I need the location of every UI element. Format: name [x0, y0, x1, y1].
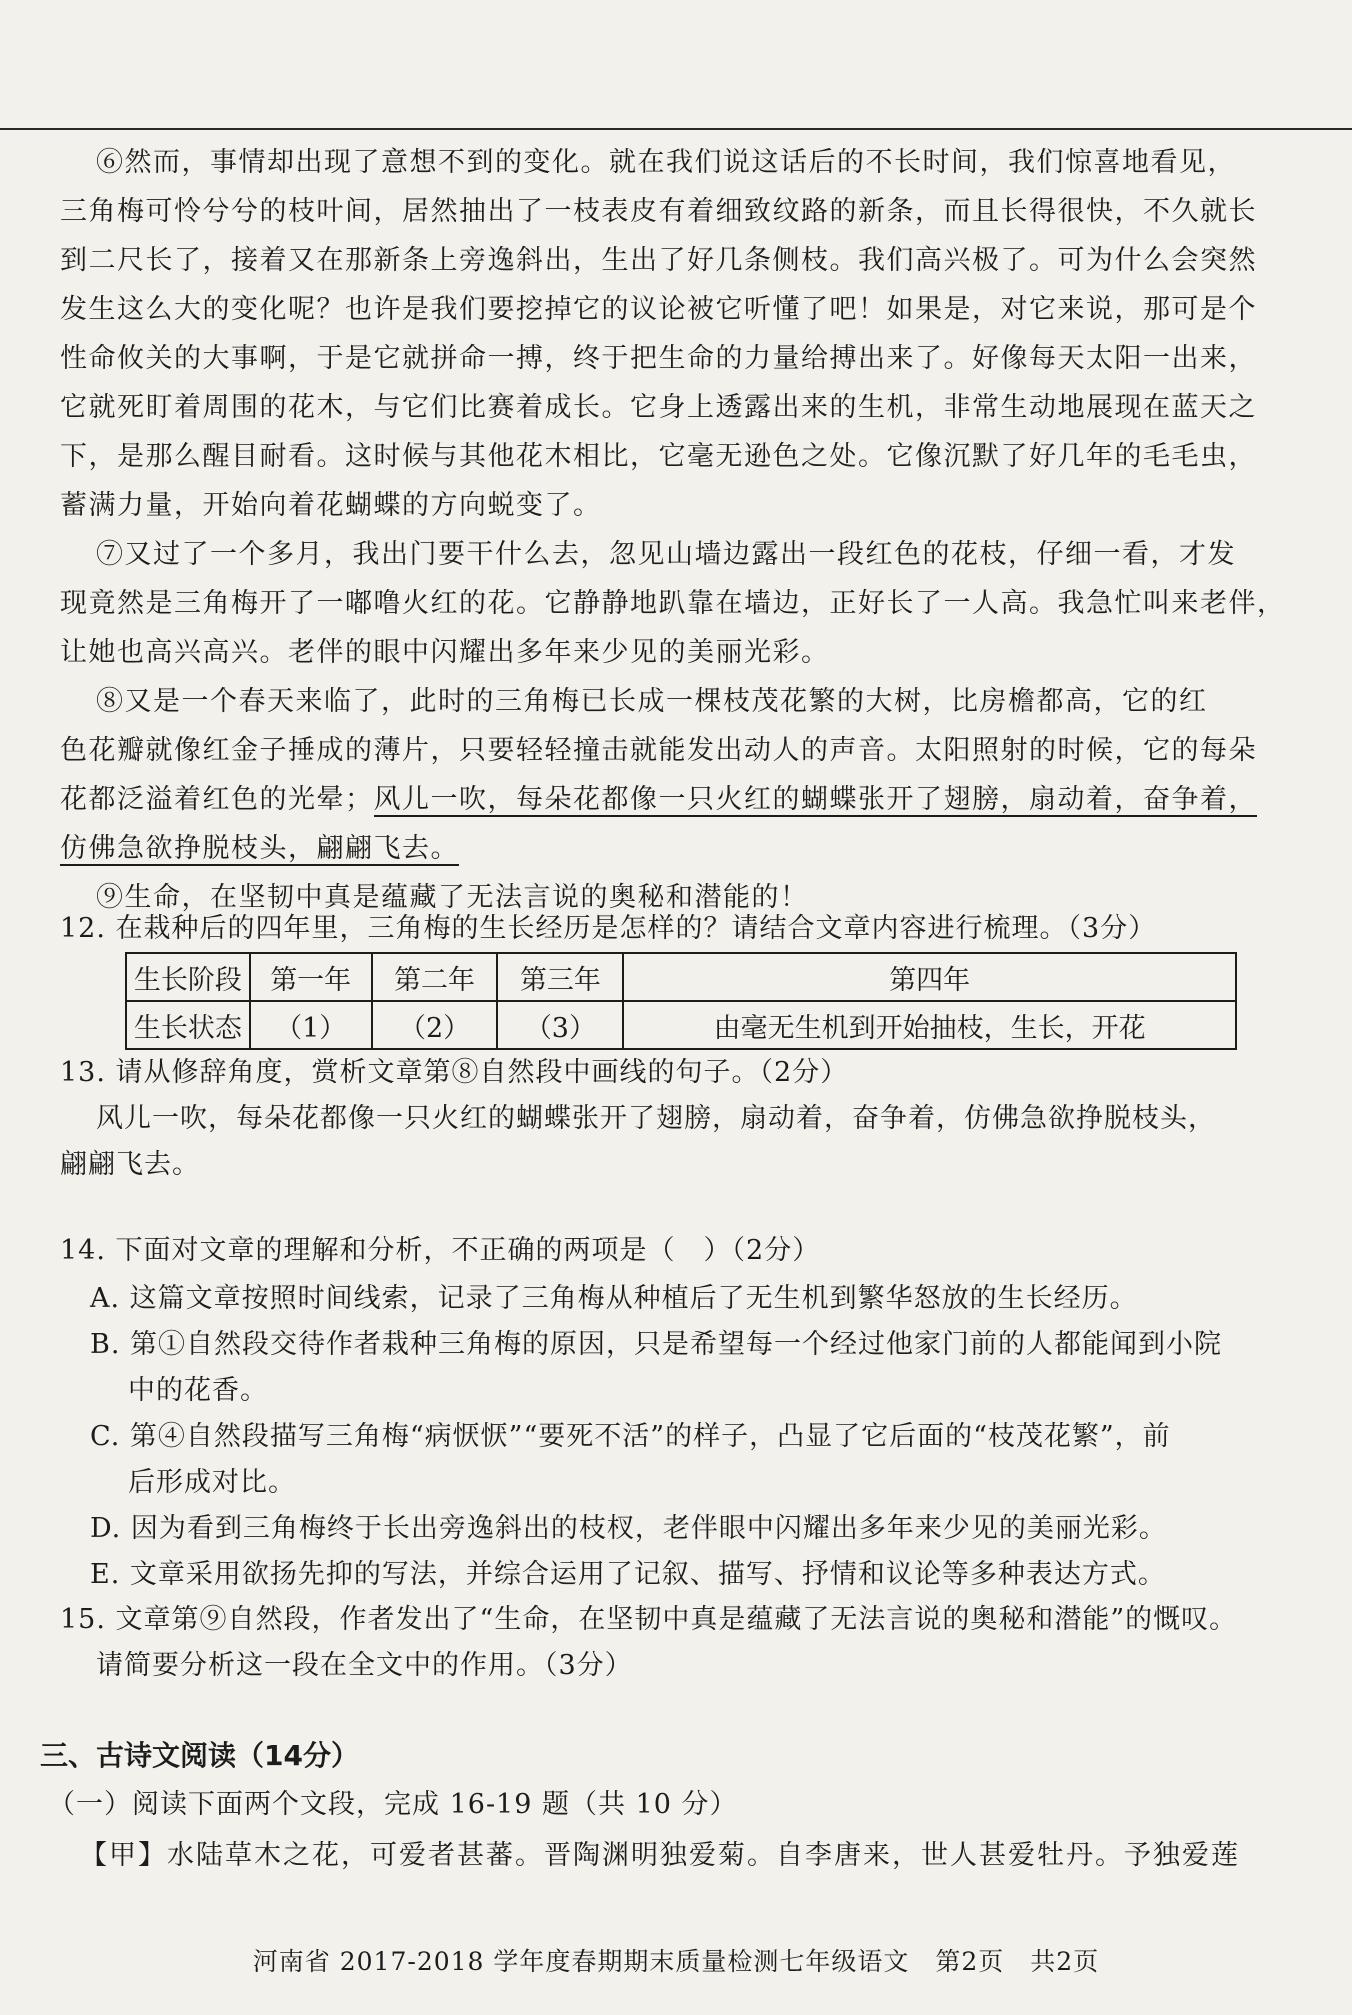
option-b-line1: B. 第①自然段交待作者栽种三角梅的原因，只是希望每一个经过他家门前的人都能闻到小院 [90, 1329, 1223, 1360]
table-cell: 生长阶段 [126, 953, 250, 1001]
answer-blank-2: （2） [372, 1001, 498, 1049]
para6-line7: 下，是那么醒目耐看。这时候与其他花木相比，它毫无逊色之处。它像沉默了好几年的毛毛虫， [60, 441, 1257, 472]
para6-line3: 到二尺长了，接着又在那新条上旁逸斜出，生出了好几条侧枝。我们高兴极了。可为什么会突然 [60, 245, 1257, 276]
para9: ⑨生命，在坚韧中真是蕴藏了无法言说的奥秘和潜能的！ [96, 882, 809, 913]
para8-line4 [60, 824, 1325, 873]
para7-line1: ⑦又过了一个多月，我出门要干什么去，忽见山墙边露出一段红色的花枝，仔细一看，才发 [96, 539, 1236, 570]
table-row [126, 1001, 1236, 1049]
header-rule [0, 128, 1352, 130]
option-a: A. 这篇文章按照时间线索，记录了三角梅从种植后了无生机到繁华怒放的生长经历。 [90, 1283, 1138, 1314]
question-15-line2: 请简要分析这一段在全文中的作用。（3分） [96, 1650, 633, 1681]
para8-line3-plain: 花都泛溢着红色的光晕； [60, 784, 374, 815]
underlined-sentence-part1: 风儿一吹，每朵花都像一只火红的蝴蝶张开了翅膀，扇动着，奋争着， [373, 784, 1257, 815]
question-13-quote-line1: 风儿一吹，每朵花都像一只火红的蝴蝶张开了翅膀，扇动着，奋争着，仿佛急欲挣脱枝头， [96, 1103, 1216, 1134]
para8-line2: 色花瓣就像红金子捶成的薄片，只要轻轻撞击就能发出动人的声音。太阳照射的时候，它的每朵 [60, 735, 1257, 766]
option-c-line2: 后形成对比。 [128, 1467, 296, 1498]
para6-line6: 它就死盯着周围的花木，与它们比赛着成长。它身上透露出来的生机，非常生动地展现在蓝天之 [60, 392, 1257, 423]
para6-line8: 蓄满力量，开始向着花蝴蝶的方向蜕变了。 [60, 490, 602, 521]
answer-blank-3: （3） [497, 1001, 623, 1049]
option-c-line1: C. 第④自然段描写三角梅“病恹恹”“要死不活”的样子，凸显了它后面的“枝茂花繁”，前 [90, 1421, 1171, 1452]
section-3-title: 三、古诗文阅读（14分） [40, 1739, 359, 1772]
question-13: 13. 请从修辞角度，赏析文章第⑧自然段中画线的句子。（2分） [60, 1057, 849, 1088]
para7-line2: 现竟然是三角梅开了一嘟噜火红的花。它静静地趴靠在墙边，正好长了一人高。我急忙叫来老伴， [60, 588, 1286, 619]
question-14: 14. 下面对文章的理解和分析，不正确的两项是（ ）（2分） [60, 1235, 821, 1266]
passage-jia: 【甲】水陆草木之花，可爱者甚蕃。晋陶渊明独爱菊。自李唐来，世人甚爱牡丹。予独爱莲 [80, 1840, 1240, 1871]
table-cell: 第二年 [372, 953, 498, 1001]
table-cell: 由毫无生机到开始抽枝，生长，开花 [623, 1001, 1236, 1049]
table-cell: 第一年 [250, 953, 372, 1001]
question-13-quote-line2: 翩翩飞去。 [60, 1149, 200, 1180]
para8-line1: ⑧又是一个春天来临了，此时的三角梅已长成一棵枝茂花繁的大树，比房檐都高，它的红 [96, 686, 1208, 717]
para6-line5: 性命攸关的大事啊，于是它就拼命一搏，终于把生命的力量给搏出来了。好像每天太阳一出来， [60, 343, 1257, 374]
question-12: 12. 在栽种后的四年里，三角梅的生长经历是怎样的？请结合文章内容进行梳理。（3分） [60, 913, 1157, 944]
page-footer: 河南省 2017-2018 学年度春期期末质量检测七年级语文 第2页 共2页 [252, 1947, 1100, 1976]
para7-line3: 让她也高兴高兴。老伴的眼中闪耀出多年来少见的美丽光彩。 [60, 637, 830, 668]
para6-line4: 发生这么大的变化呢？也许是我们要挖掉它的议论被它听懂了吧！如果是，对它来说，那可是个 [60, 294, 1257, 325]
section-3-subheading: （一）阅读下面两个文段，完成 16-19 题（共 10 分） [48, 1789, 738, 1820]
para6-line2: 三角梅可怜兮兮的枝叶间，居然抽出了一枝表皮有着细致纹路的新条，而且长得很快，不久就长 [60, 196, 1257, 227]
table-cell: 第四年 [623, 953, 1236, 1001]
option-e: E. 文章采用欲扬先抑的写法，并综合运用了记叙、描写、抒情和议论等多种表达方式。 [90, 1559, 1166, 1590]
question-15-line1: 15. 文章第⑨自然段，作者发出了“生命，在坚韧中真是蕴藏了无法言说的奥秘和潜能”的慨叹。 [60, 1604, 1238, 1635]
table-cell: 生长状态 [126, 1001, 250, 1049]
answer-blank-1: （1） [250, 1001, 372, 1049]
option-b-line2: 中的花香。 [128, 1375, 268, 1406]
table-header-row [126, 953, 1236, 1001]
para6-line1: ⑥然而，事情却出现了意想不到的变化。就在我们说这话后的不长时间，我们惊喜地看见， [96, 147, 1236, 178]
growth-table [125, 952, 1237, 1050]
option-d: D. 因为看到三角梅终于长出旁逸斜出的枝杈，老伴眼中闪耀出多年来少见的美丽光彩。 [90, 1513, 1167, 1544]
para8-line3 [60, 775, 1325, 824]
underlined-sentence-part2: 仿佛急欲挣脱枝头，翩翩飞去。 [60, 833, 459, 864]
table-cell: 第三年 [497, 953, 623, 1001]
